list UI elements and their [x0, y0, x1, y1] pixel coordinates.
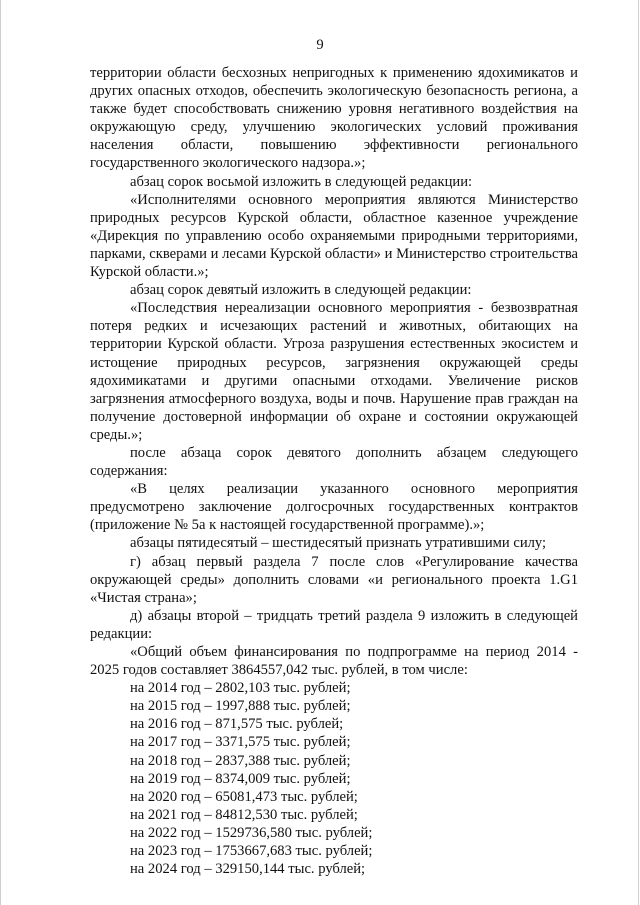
- paragraph-11: «Общий объем финансирования по подпрограмме на период 2014 - 2025 годов составляет 3864557,042 тыс. рублей, в том числе:: [90, 644, 578, 679]
- funding-year-line: на 2024 год – 329150,144 тыс. рублей;: [130, 861, 366, 878]
- funding-year-line: на 2020 год – 65081,473 тыс. рублей;: [130, 788, 358, 805]
- paragraph-9: г) абзац первый раздела 7 после слов «Регулирование качества окружающей среды» дополнить словами «и регионального проекта 1.G1 «Чистая страна»;: [90, 553, 578, 606]
- funding-year-line: на 2015 год – 1997,888 тыс. рублей;: [130, 698, 351, 715]
- paragraph-6: после абзаца сорок девятого дополнить абзацем следующего содержания:: [90, 444, 578, 480]
- funding-year-line: на 2023 год – 1753667,683 тыс. рублей;: [130, 843, 373, 860]
- funding-year-line: на 2016 год – 871,575 тыс. рублей;: [130, 716, 344, 733]
- paragraph-10: д) абзацы второй – тридцать третий раздела 9 изложить в следующей редакции:: [90, 607, 578, 642]
- funding-year-line: на 2018 год – 2837,388 тыс. рублей;: [130, 752, 351, 769]
- scan-right-edge: [638, 0, 639, 905]
- paragraph-3: «Исполнителями основного мероприятия являются Министерство природных ресурсов Курской области, областное казенное учреждение «Дирекция по управлению особо охраняемыми природными территориями, парками, скверами и лесами Курской области» и Министерство строительства Курской области.»;: [90, 191, 578, 281]
- paragraph-4: абзац сорок девятый изложить в следующей редакции:: [130, 282, 472, 299]
- scan-left-edge: [0, 0, 1, 905]
- funding-year-line: на 2019 год – 8374,009 тыс. рублей;: [130, 770, 351, 787]
- funding-year-line: на 2022 год – 1529736,580 тыс. рублей;: [130, 824, 373, 841]
- document-body: [90, 64, 578, 878]
- paragraph-5: «Последствия нереализации основного мероприятия - безвозвратная потеря редких и исчезающих растений и животных, обитающих на территории Курской области. Угроза разрушения естественных экосистем и истощение природных ресурсов, загрязнения окружающей среды ядохимикатами и другими опасными отходами. Увеличение рисков загрязнения атмосферного воздуха, воды и почв. Нарушение прав граждан на получение достоверной информации об охране и состоянии окружающей среды.»;: [90, 300, 578, 443]
- paragraph-2: абзац сорок восьмой изложить в следующей редакции:: [130, 173, 473, 190]
- funding-year-line: на 2021 год – 84812,530 тыс. рублей;: [130, 806, 358, 823]
- page-number: 9: [316, 37, 324, 53]
- funding-year-line: на 2017 год – 3371,575 тыс. рублей;: [130, 734, 351, 751]
- paragraph-7: «В целях реализации указанного основного мероприятия предусмотрено заключение долгосрочных государственных контрактов (приложение № 5а к настоящей государственной программе).»;: [90, 481, 578, 534]
- paragraph-8: абзацы пятидесятый – шестидесятый признать утратившими силу;: [130, 535, 547, 552]
- paragraph-1: территории области бесхозных непригодных к применению ядохимикатов и других опасных отходов, обеспечить экологическую безопасность региона, а также будет способствовать снижению уровня негативного воздействия на окружающую среду, улучшению экологических условий проживания населения области, повышению эффективности регионального государственного экологического надзора.»;: [90, 65, 578, 172]
- funding-year-line: на 2014 год – 2802,103 тыс. рублей;: [130, 680, 351, 697]
